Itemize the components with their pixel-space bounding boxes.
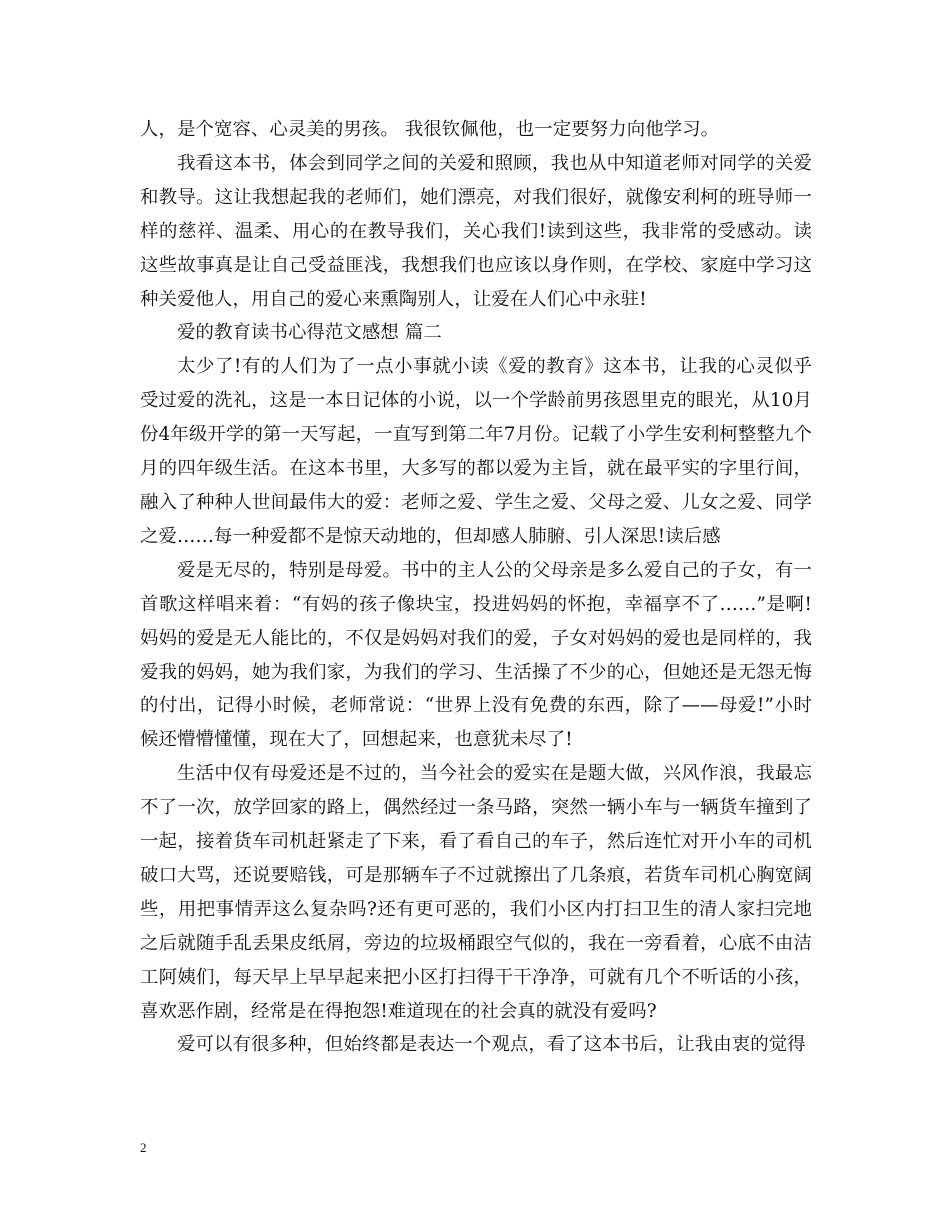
page-number: 2 <box>140 1140 147 1155</box>
paragraph-book-intro: 太少了!有的人们为了一点小事就小读《爱的教育》这本书，让我的心灵似乎受过爱的洗礼，这是一本日记体的小说，以一个学龄前男孩恩里克的眼光，从10月份4年级开学的第一天写起，一直写到第二年7月份。记载了小学生安利柯整整九个月的四年级生活。在这本书里，大多写的都以爱为主旨，就在最平实的字里行间，融入了种种人世间最伟大的爱：老师之爱、学生之爱、父母之爱、儿女之爱、同学之爱……每一种爱都不是惊天动地的，但却感人肺腑、引人深思!读后感 <box>140 356 812 547</box>
document-page <box>140 113 812 1062</box>
section-heading: 爱的教育读书心得范文感想 篇二 <box>177 322 442 344</box>
paragraph-mother-love: 爱是无尽的，特别是母爱。书中的主人公的父母亲是多么爱自己的子女，有一首歌这样唱来着：“有妈的孩子像块宝，投进妈妈的怀抱，幸福享不了……”是啊!妈妈的爱是无人能比的，不仅是妈妈对我们的爱，子女对妈妈的爱也是同样的，我爱我的妈妈，她为我们家，为我们的学习、生活操了不少的心，但她还是无怨无悔的付出，记得小时候，老师常说：“世界上没有免费的东西，除了——母爱!”小时候还懵懵懂懂，现在大了，回想起来，也意犹未尽了! <box>140 559 812 751</box>
paragraph-teachers: 我看这本书，体会到同学之间的关爱和照顾，我也从中知道老师对同学的关爱和教导。这让我想起我的老师们，她们漂亮，对我们很好，就像安利柯的班导师一样的慈祥、温柔、用心的在教导我们，关心我们!读到这些，我非常的受感动。读这些故事真是让自己受益匪浅，我想我们也应该以身作则，在学校、家庭中学习这种关爱他人，用自己的爱心来熏陶别人，让爱在人们心中永驻! <box>140 152 812 310</box>
paragraph-society: 生活中仅有母爱还是不过的，当今社会的爱实在是题大做，兴风作浪，我最忘不了一次，放学回家的路上，偶然经过一条马路，突然一辆小车与一辆货车撞到了一起，接着货车司机赶紧走了下来，看了看自己的车子，然后连忙对开小车的司机破口大骂，还说要赔钱，可是那辆车子不过就擦出了几条痕，若货车司机心胸宽阔些，用把事情弄这么复杂吗?还有更可恶的，我们小区内打扫卫生的清人家扫完地之后就随手乱丢果皮纸屑，旁边的垃圾桶跟空气似的，我在一旁看着，心底不由洁工阿姨们，每天早上早早起来把小区打扫得干干净净，可就有几个不听话的小孩，喜欢恶作剧，经常是在得抱怨!难道现在的社会真的就没有爱吗? <box>140 763 812 1022</box>
paragraph-conclusion-start: 爱可以有很多种，但始终都是表达一个观点，看了这本书后，让我由衷的觉得 <box>177 1034 806 1056</box>
paragraph-continuation: 人，是个宽容、心灵美的男孩。 我很钦佩他，也一定要努力向他学习。 <box>140 119 720 140</box>
